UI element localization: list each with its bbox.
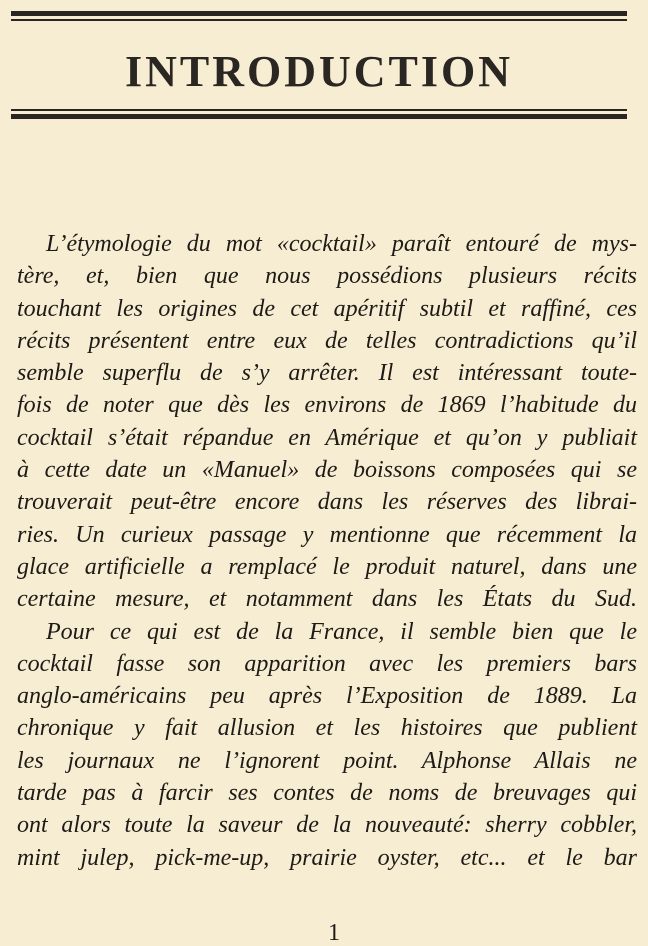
- text-line: cocktail fasse son apparition avec les premiers bars: [17, 650, 637, 677]
- text-line: mint julep, pick-me-up, prairie oyster, etc... et le bar: [17, 844, 637, 871]
- body-text: [17, 228, 637, 874]
- text-line: L’étymologie du mot «cocktail» paraît entouré de mys-: [46, 231, 637, 257]
- text-line: cocktail s’était répandue en Amérique et qu’on y publiait: [17, 424, 637, 451]
- text-line: chronique y fait allusion et les histoires que publient: [17, 715, 637, 742]
- text-line: récits présentent entre eux de telles contradictions qu’il: [17, 327, 637, 354]
- text-line: à cette date un «Manuel» de boissons composées qui se: [17, 457, 637, 484]
- text-line: les journaux ne l’ignorent point. Alphonse Allais ne: [17, 747, 637, 774]
- text-line: tarde pas à farcir ses contes de noms de breuvages qui: [17, 780, 637, 807]
- top-rule-thick: [11, 11, 627, 16]
- text-line: ont alors toute la saveur de la nouveauté: sherry cobbler,: [17, 812, 637, 839]
- text-line: tère, et, bien que nous possédions plusieurs récits: [17, 263, 637, 290]
- text-line: ries. Un curieux passage y mentionne que récemment la: [17, 521, 637, 548]
- bottom-rule-thick: [11, 114, 627, 119]
- text-line: Pour ce qui est de la France, il semble bien que le: [46, 618, 637, 645]
- page-number: 1: [328, 920, 340, 946]
- text-line: anglo-américains peu après l’Exposition de 1889. La: [17, 683, 637, 710]
- text-line: glace artificielle a remplacé le produit naturel, dans une: [17, 553, 637, 580]
- page-title: INTRODUCTION: [124, 47, 514, 96]
- bottom-rule-thin: [11, 109, 627, 111]
- top-rule-thin: [11, 19, 627, 21]
- text-line: certaine mesure, et notamment dans les États du Sud.: [17, 586, 637, 613]
- text-line: trouverait peut-être encore dans les réserves des librai-: [17, 489, 637, 516]
- text-line: fois de noter que dès les environs de 1869 l’habitude du: [17, 392, 637, 419]
- text-line: touchant les origines de cet apéritif subtil et raffiné, ces: [17, 295, 637, 322]
- text-line: semble superflu de s’y arrêter. Il est intéressant toute-: [17, 360, 637, 387]
